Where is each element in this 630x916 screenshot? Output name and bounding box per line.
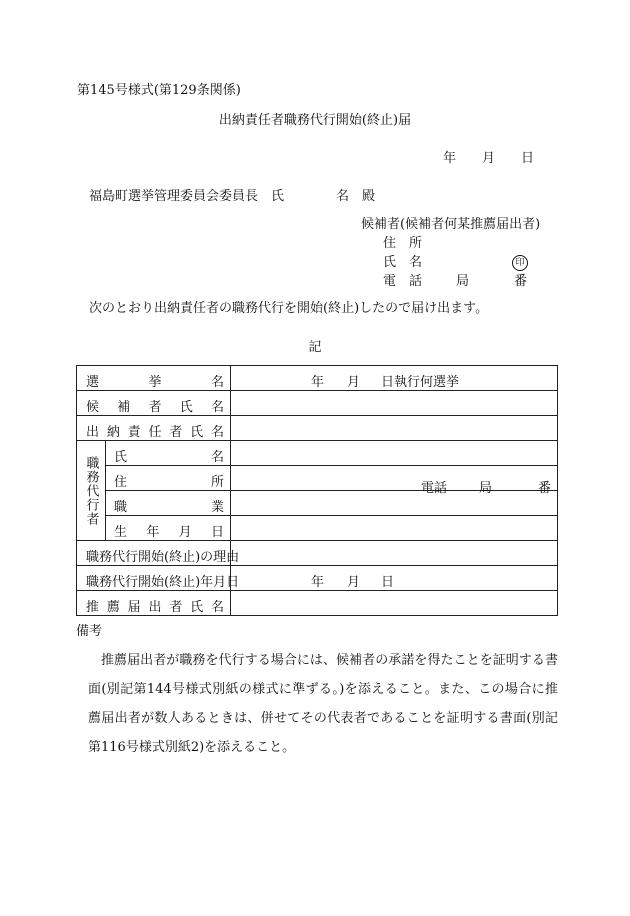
acting-birth-value-cell[interactable]: [231, 516, 558, 541]
acting-name-value-cell[interactable]: [231, 441, 558, 466]
election-label: 選挙名: [86, 375, 224, 390]
acting-date-value-cell[interactable]: [231, 566, 558, 591]
acting-phone-number: 番: [538, 481, 552, 496]
election-month: 月: [347, 375, 361, 390]
acting-date-year: 年: [311, 575, 325, 590]
reason-label-cell: [77, 541, 240, 566]
treasurer-name-value-cell[interactable]: [231, 416, 558, 441]
seal-mark: 印: [512, 255, 528, 271]
acting-phone-bureau: 局: [479, 481, 493, 496]
acting-occupation-value-cell[interactable]: [231, 491, 558, 516]
acting-name-label-cell: [106, 441, 231, 466]
acting-occupation-label-cell: [106, 491, 231, 516]
recommender-label: 推薦届出者氏名: [86, 600, 224, 615]
table-row-acting-name: [77, 441, 558, 466]
acting-person-label: 職務代行者: [77, 441, 106, 541]
recommender-value-cell[interactable]: [231, 591, 558, 616]
acting-date-label: 職務代行開始(終止)年月日: [86, 575, 240, 590]
table-row-acting-address: [77, 466, 558, 491]
acting-phone-label: 電話: [421, 481, 448, 496]
candidate-phone-bureau: 局: [456, 274, 470, 289]
notification-table: [76, 365, 558, 616]
election-value-cell[interactable]: [231, 366, 558, 391]
acting-birth-label: 生年月日: [114, 525, 224, 540]
remarks-heading: 備考: [76, 624, 103, 639]
addressee: 福島町選挙管理委員会委員長 氏 名 殿: [89, 189, 376, 204]
acting-birth-label-cell: [106, 516, 231, 541]
candidate-name-label: 氏 名: [383, 255, 423, 270]
document-title: 出納責任者職務代行開始(終止)届: [218, 113, 412, 128]
candidate-phone-label: 電 話: [383, 274, 423, 289]
acting-address-value-cell[interactable]: [231, 466, 558, 496]
table-row-recommender: [77, 591, 558, 616]
acting-occupation-label: 職業: [114, 500, 224, 515]
form-number: 第145号様式(第129条関係): [77, 83, 241, 98]
candidate-address-label: 住 所: [383, 236, 423, 251]
candidate-phone-number: 番: [514, 274, 528, 289]
date-year: 年: [443, 151, 457, 166]
date-label-cell: [77, 566, 240, 591]
candidate-name-value-cell[interactable]: [231, 391, 558, 416]
date-day: 日: [521, 151, 535, 166]
table-row-election: [77, 366, 558, 391]
election-year: 年: [311, 375, 325, 390]
acting-date-day: 日: [381, 575, 395, 590]
table-row-acting-birth: [77, 516, 558, 541]
acting-date-month: 月: [347, 575, 361, 590]
reason-value-cell[interactable]: [231, 541, 558, 566]
remarks-text: 推薦届出者が職務を代行する場合には、候補者の承諾を得たことを証明する書面(別記第144号様式別紙の様式に準ずる。)を添えること。また、この場合に推薦届出者が数人あるときは、併せてその代表者であることを証明する書面(別記第116号様式別紙2)を添えること。: [88, 653, 558, 755]
acting-address-label-cell: [106, 466, 231, 491]
candidate-name-label-cell: [77, 391, 231, 416]
date-month: 月: [482, 151, 496, 166]
table-row-candidate-name: [77, 391, 558, 416]
candidate-name-table-label: 候補者氏名: [86, 400, 224, 415]
candidate-heading: 候補者(候補者何某推薦届出者): [361, 217, 541, 232]
treasurer-name-label: 出納責任者氏名: [86, 425, 224, 440]
table-row-date: [77, 566, 558, 591]
election-label-cell: [77, 366, 231, 391]
treasurer-name-label-cell: [77, 416, 231, 441]
table-row-treasurer-name: [77, 416, 558, 441]
intro-text: 次のとおり出納責任者の職務代行を開始(終止)したので届け出ます。: [89, 301, 489, 316]
table-row-acting-occupation: [77, 491, 558, 516]
ki-heading: 記: [308, 340, 322, 355]
recommender-label-cell: [77, 591, 231, 616]
acting-name-label: 氏名: [114, 450, 224, 465]
table-row-reason: [77, 541, 558, 566]
election-tail: 日執行何選挙: [381, 375, 460, 390]
reason-label: 職務代行開始(終止)の理由: [86, 550, 240, 565]
acting-address-label: 住所: [114, 475, 224, 490]
submission-date: [443, 152, 534, 165]
